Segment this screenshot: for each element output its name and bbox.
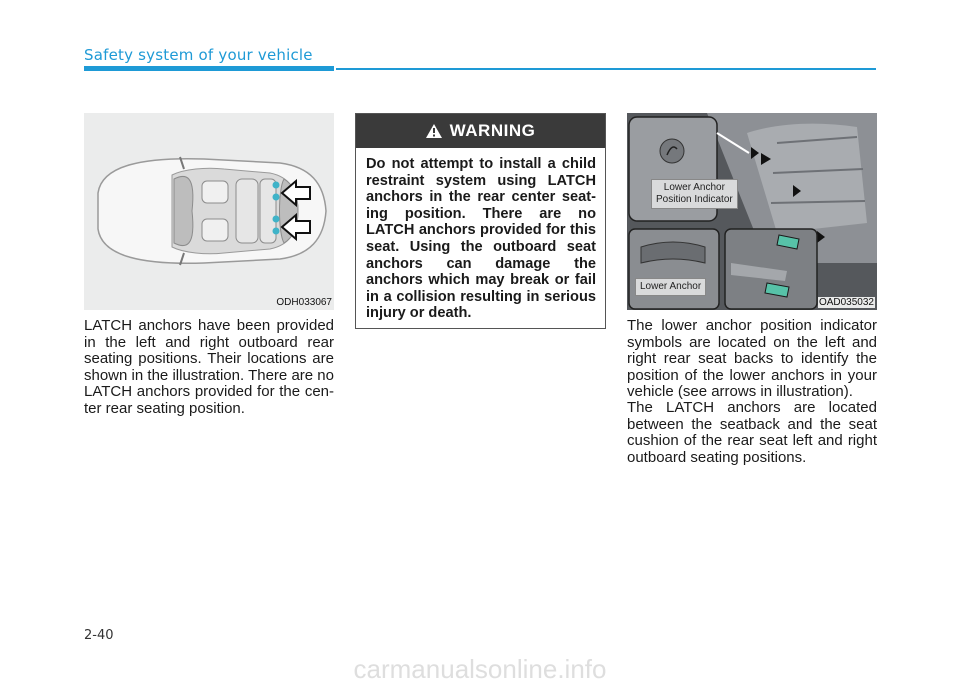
watermark: carmanualsonline.info [353, 654, 607, 684]
warning-header [356, 114, 605, 148]
header-rule-thin [336, 68, 876, 70]
page-number: 2-40 [84, 628, 114, 643]
callout-indicator-label [651, 179, 738, 209]
car-topview-illustration [84, 113, 334, 310]
warning-box [355, 113, 606, 329]
figure-code: OAD035032 [818, 297, 874, 308]
header-rule-thick [84, 66, 334, 71]
warning-text: Do not attempt to install a child restraint system using LATCH anchors in the rear center seat-ing position. There are no LATCH anchors provided for this seat. Using the outboard seat anchors can damage the anchors which may break or fail in a collision resulting in serious injury or death. [366, 156, 596, 322]
figure-code: ODH033067 [276, 297, 332, 308]
paragraph-indicator-symbols: The lower anchor position indicator symbols are located on the left and right rear seat backs to identify the position of the lower anchors in your vehicle (see arrows in illustration). [627, 317, 877, 401]
paragraph-latch-location: LATCH anchors have been provided in the left and right outboard rear seating positions. Their locations are shown in the illustration. There are no LATCH anchors provided for the cen-ter rear seating position. [84, 317, 334, 417]
car-latch-figure [84, 113, 334, 310]
section-title: Safety system of your vehicle [84, 46, 313, 64]
warning-title: WARNING [449, 121, 536, 140]
seat-anchor-figure [627, 113, 877, 310]
warning-icon [426, 124, 442, 138]
callout-anchor-label [635, 278, 706, 296]
callout-indicator-text: Lower Anchor Position Indicator [656, 182, 733, 205]
paragraph-anchor-location: The LATCH anchors are located between the seatback and the seat cushion of the rear seat left and right outboard seating positions. [627, 399, 877, 466]
callout-anchor-text: Lower Anchor [640, 281, 702, 292]
